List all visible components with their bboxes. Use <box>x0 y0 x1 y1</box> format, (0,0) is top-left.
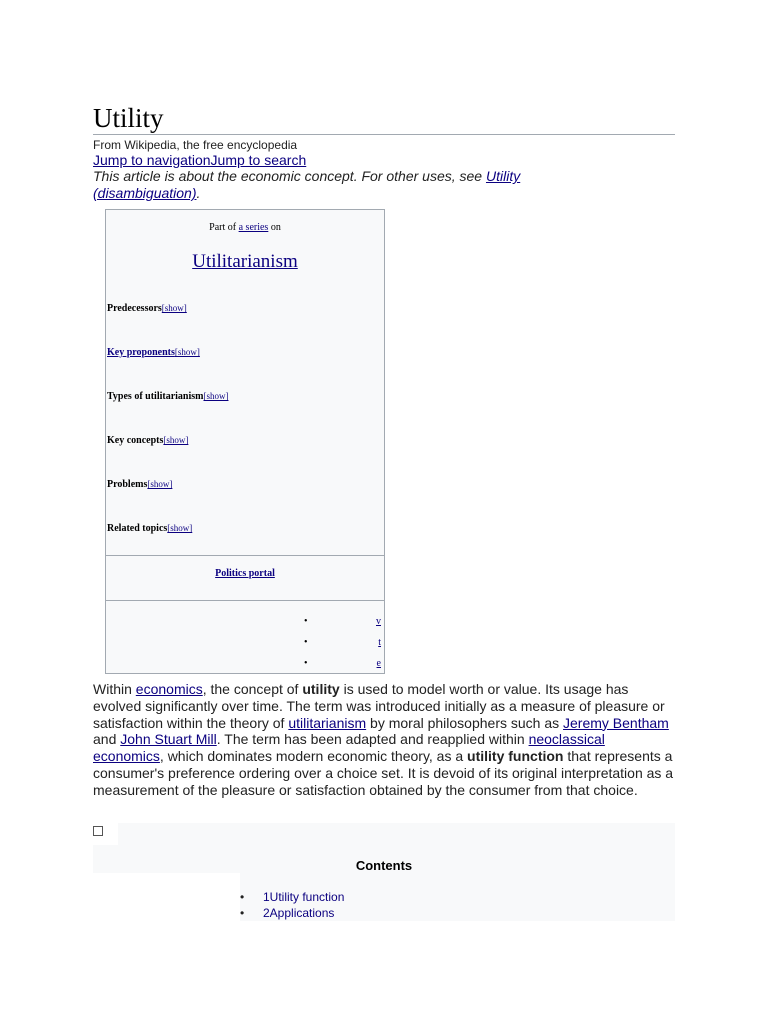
row-label: Predecessors <box>107 303 162 314</box>
disambiguation-link-part-1[interactable]: Utility <box>485 168 521 184</box>
jump-to-search-link[interactable]: Jump to search <box>210 152 307 168</box>
hatnote-suffix: . <box>196 185 201 201</box>
infobox-row-key-proponents <box>107 347 200 358</box>
show-toggle[interactable]: [show] <box>167 523 193 533</box>
disambiguation-link-part-2[interactable]: (disambiguation) <box>93 185 197 201</box>
politics-portal-link[interactable]: Politics portal <box>215 568 275 579</box>
text: is used to model worth or value. Its usage has evolved significantly over time. The term was introduced initially as a measure of pleasure or satisfaction within the theory of <box>93 681 665 731</box>
text: Within <box>93 681 136 697</box>
text: and <box>93 731 121 748</box>
part-of-suffix: on <box>268 222 281 233</box>
bullet: • <box>240 906 245 920</box>
bullet: • <box>304 616 308 627</box>
series-title <box>106 251 384 273</box>
term-utility: utility <box>302 681 340 697</box>
neoclassical-economics-link[interactable]: neoclassical economics <box>93 731 605 765</box>
page-title: Utility <box>93 103 164 133</box>
series-infobox <box>105 209 385 674</box>
show-toggle[interactable]: [show] <box>203 391 229 401</box>
toc-toggle-checkbox[interactable] <box>93 826 103 836</box>
vte-item-view <box>106 616 384 630</box>
infobox-row-related-topics <box>107 523 192 534</box>
toc-title: Contents <box>355 858 413 873</box>
jump-to-navigation-link[interactable]: Jump to navigation <box>93 152 211 168</box>
economics-link[interactable]: economics <box>135 681 203 697</box>
row-label: Related topics <box>107 523 168 534</box>
hatnote-text: This article is about the economic concept. For other uses, see <box>93 168 486 184</box>
text: that represents a consumer's preference ordering over a choice set. It is devoid of its original interpretation as a measurement of the pleasure or satisfaction obtained by the consumer from that choice. <box>93 748 674 798</box>
infobox-divider <box>106 600 384 601</box>
portal-row <box>106 568 384 579</box>
key-proponents-link[interactable]: Key proponents <box>107 347 175 358</box>
view-template-link[interactable]: v <box>376 616 381 627</box>
text: , which dominates modern economic theory, as a <box>159 748 468 765</box>
infobox-row-types <box>107 391 228 402</box>
infobox-row-problems <box>107 479 172 490</box>
text: . The term has been adapted and reapplied within <box>216 731 529 748</box>
term-utility-function: utility function <box>467 748 564 765</box>
vte-item-talk <box>106 637 384 651</box>
bullet: • <box>304 637 308 648</box>
infobox-row-key-concepts <box>107 435 188 446</box>
row-label: Key concepts <box>107 435 164 446</box>
talk-template-link[interactable]: t <box>378 637 381 648</box>
series-part-of <box>106 222 384 233</box>
series-link[interactable]: a series <box>238 222 269 233</box>
infobox-row-predecessors <box>107 303 187 314</box>
john-stuart-mill-link[interactable]: John Stuart Mill <box>120 731 217 748</box>
hatnote <box>93 168 653 202</box>
toc-link-utility-function[interactable]: 1Utility function <box>263 890 345 904</box>
site-sub: From Wikipedia, the free encyclopedia <box>93 138 298 152</box>
utilitarianism-series-link[interactable]: Utilitarianism <box>192 251 298 272</box>
show-toggle[interactable]: [show] <box>163 435 189 445</box>
show-toggle[interactable]: [show] <box>147 479 173 489</box>
edit-template-link[interactable]: e <box>376 658 381 669</box>
utilitarianism-link[interactable]: utilitarianism <box>288 714 367 731</box>
lead-paragraph <box>93 681 675 799</box>
row-label: Types of utilitarianism <box>107 391 204 402</box>
toc-link-applications[interactable]: 2Applications <box>263 906 335 920</box>
show-toggle[interactable]: [show] <box>174 347 200 357</box>
text: , the concept of <box>202 681 303 697</box>
vte-item-edit <box>106 658 384 672</box>
jeremy-bentham-link[interactable]: Jeremy Bentham <box>563 714 669 731</box>
text: by moral philosophers such as <box>366 714 564 731</box>
show-toggle[interactable]: [show] <box>161 303 187 313</box>
row-label: Problems <box>107 479 148 490</box>
toc-gap <box>93 873 240 921</box>
title-divider <box>93 134 675 135</box>
jump-links <box>93 152 306 168</box>
infobox-divider <box>106 555 384 556</box>
part-of-text: Part of <box>209 222 239 233</box>
bullet: • <box>240 890 245 904</box>
bullet: • <box>304 658 308 669</box>
